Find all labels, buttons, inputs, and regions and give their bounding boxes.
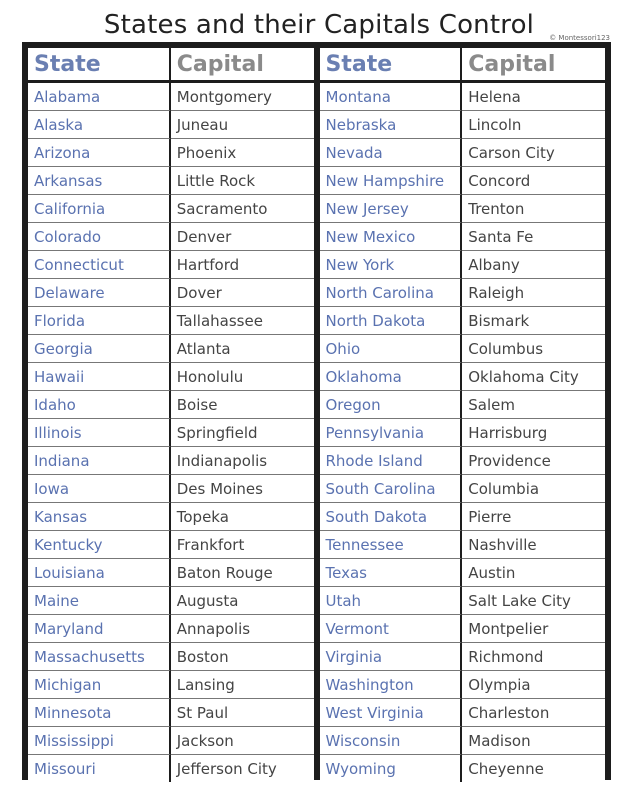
table-row <box>320 587 606 615</box>
capital-cell: Juneau <box>171 111 314 139</box>
capital-cell: Little Rock <box>171 167 314 195</box>
capital-cell: Providence <box>462 447 605 475</box>
state-cell: West Virginia <box>320 699 463 727</box>
state-cell: Michigan <box>28 671 171 699</box>
capital-cell: Topeka <box>171 503 314 531</box>
table-row <box>320 279 606 307</box>
table-row <box>320 447 606 475</box>
capital-cell: Columbia <box>462 475 605 503</box>
capital-cell: Oklahoma City <box>462 363 605 391</box>
table-row <box>28 223 314 251</box>
table-row <box>320 531 606 559</box>
state-cell: Nevada <box>320 139 463 167</box>
state-cell: Maryland <box>28 615 171 643</box>
state-cell: Kentucky <box>28 531 171 559</box>
capital-column-header: Capital <box>171 48 314 83</box>
state-cell: Colorado <box>28 223 171 251</box>
table-row <box>320 111 606 139</box>
state-cell: Indiana <box>28 447 171 475</box>
table-row <box>320 195 606 223</box>
table-row <box>28 83 314 111</box>
table-header-row <box>320 48 606 83</box>
table-row <box>28 755 314 782</box>
table-row <box>28 307 314 335</box>
left-capitals-table <box>28 48 314 782</box>
state-cell: Alaska <box>28 111 171 139</box>
table-row <box>28 671 314 699</box>
state-cell: Arkansas <box>28 167 171 195</box>
capital-cell: Concord <box>462 167 605 195</box>
state-cell: Arizona <box>28 139 171 167</box>
capital-cell: Richmond <box>462 643 605 671</box>
table-row <box>28 615 314 643</box>
state-cell: Hawaii <box>28 363 171 391</box>
table-row <box>28 531 314 559</box>
state-cell: Wisconsin <box>320 727 463 755</box>
capital-cell: Dover <box>171 279 314 307</box>
state-cell: Georgia <box>28 335 171 363</box>
state-cell: New Jersey <box>320 195 463 223</box>
table-row <box>320 391 606 419</box>
state-cell: Missouri <box>28 755 171 782</box>
table-row <box>320 167 606 195</box>
state-cell: Alabama <box>28 83 171 111</box>
table-row <box>320 251 606 279</box>
capital-cell: Cheyenne <box>468 759 544 778</box>
state-cell: Florida <box>28 307 171 335</box>
capital-cell: St Paul <box>171 699 314 727</box>
state-cell: Delaware <box>28 279 171 307</box>
state-cell: Idaho <box>28 391 171 419</box>
state-cell: Louisiana <box>28 559 171 587</box>
state-cell: Illinois <box>28 419 171 447</box>
table-row <box>320 139 606 167</box>
capital-cell: Salem <box>462 391 605 419</box>
capital-cell: Annapolis <box>171 615 314 643</box>
table-row <box>320 643 606 671</box>
state-cell: Montana <box>320 83 463 111</box>
state-cell: Tennessee <box>320 531 463 559</box>
table-row <box>320 363 606 391</box>
capital-cell: Boise <box>171 391 314 419</box>
state-cell: Oregon <box>320 391 463 419</box>
right-table-body <box>320 83 606 782</box>
state-cell: North Carolina <box>320 279 463 307</box>
table-row <box>320 335 606 363</box>
state-cell: Virginia <box>320 643 463 671</box>
capital-cell: Lansing <box>171 671 314 699</box>
right-capitals-table <box>320 48 606 782</box>
state-cell: Massachusetts <box>28 643 171 671</box>
table-row <box>28 111 314 139</box>
left-table-panel <box>28 48 314 778</box>
state-cell: Mississippi <box>28 727 171 755</box>
capital-cell: Salt Lake City <box>462 587 605 615</box>
capital-cell: Frankfort <box>171 531 314 559</box>
table-row <box>320 559 606 587</box>
table-row <box>28 167 314 195</box>
table-row <box>320 223 606 251</box>
capital-cell: Pierre <box>462 503 605 531</box>
capital-cell: Austin <box>462 559 605 587</box>
table-row <box>28 195 314 223</box>
capital-cell: Trenton <box>462 195 605 223</box>
capital-cell: Jefferson City <box>176 759 277 778</box>
capital-cell: Tallahassee <box>171 307 314 335</box>
capital-cell: Des Moines <box>171 475 314 503</box>
table-row <box>320 475 606 503</box>
table-row <box>28 727 314 755</box>
table-row <box>28 363 314 391</box>
capital-cell: Honolulu <box>171 363 314 391</box>
capital-cell: Albany <box>462 251 605 279</box>
capital-cell: Montgomery <box>171 83 314 111</box>
table-row <box>320 671 606 699</box>
state-cell: South Dakota <box>320 503 463 531</box>
capital-cell: Harrisburg <box>462 419 605 447</box>
capital-cell: Jackson <box>171 727 314 755</box>
state-cell: Maine <box>28 587 171 615</box>
state-cell: Minnesota <box>28 699 171 727</box>
right-table-panel <box>320 48 606 778</box>
table-row <box>28 139 314 167</box>
capital-column-header: Capital <box>462 48 605 83</box>
capital-cell: Phoenix <box>171 139 314 167</box>
state-cell: North Dakota <box>320 307 463 335</box>
state-cell: Oklahoma <box>320 363 463 391</box>
state-cell: New Hampshire <box>320 167 463 195</box>
capital-cell: Lincoln <box>462 111 605 139</box>
capitals-table-frame <box>22 42 611 780</box>
state-cell: Kansas <box>28 503 171 531</box>
state-cell: Iowa <box>28 475 171 503</box>
page-title: States and their Capitals Control <box>103 10 535 40</box>
table-row <box>28 251 314 279</box>
state-cell: Texas <box>320 559 463 587</box>
state-column-header: State <box>320 48 463 83</box>
capital-cell: Springfield <box>171 419 314 447</box>
capital-cell: Augusta <box>171 587 314 615</box>
capital-cell: Charleston <box>462 699 605 727</box>
capital-cell: Raleigh <box>462 279 605 307</box>
capital-cell: Helena <box>462 83 605 111</box>
state-cell: California <box>28 195 171 223</box>
left-table-body <box>28 83 314 782</box>
table-row <box>320 503 606 531</box>
capital-cell: Madison <box>462 727 605 755</box>
table-row <box>28 419 314 447</box>
capital-cell: Hartford <box>171 251 314 279</box>
table-row <box>320 307 606 335</box>
capital-cell: Carson City <box>462 139 605 167</box>
table-row <box>320 699 606 727</box>
capital-cell: Denver <box>171 223 314 251</box>
state-cell: Vermont <box>320 615 463 643</box>
capital-cell: Indianapolis <box>171 447 314 475</box>
table-row <box>320 727 606 755</box>
table-row <box>28 391 314 419</box>
state-cell: Nebraska <box>320 111 463 139</box>
table-row <box>28 503 314 531</box>
capital-cell: Boston <box>171 643 314 671</box>
capital-cell: Baton Rouge <box>171 559 314 587</box>
capital-cell: Bismark <box>462 307 605 335</box>
table-row <box>28 335 314 363</box>
capital-cell: Montpelier <box>462 615 605 643</box>
capital-cell: Columbus <box>462 335 605 363</box>
table-row <box>320 615 606 643</box>
state-cell: Connecticut <box>28 251 171 279</box>
state-cell: Pennsylvania <box>320 419 463 447</box>
table-row <box>28 699 314 727</box>
capital-cell: Santa Fe <box>462 223 605 251</box>
state-cell: Utah <box>320 587 463 615</box>
table-header-row <box>28 48 314 83</box>
state-column-header: State <box>28 48 171 83</box>
table-row <box>28 279 314 307</box>
capital-cell: Nashville <box>462 531 605 559</box>
state-cell: New Mexico <box>320 223 463 251</box>
table-row <box>320 419 606 447</box>
copyright-credit: © Montessori123 <box>549 34 610 42</box>
state-cell: South Carolina <box>320 475 463 503</box>
state-cell: Rhode Island <box>320 447 463 475</box>
state-cell: Ohio <box>320 335 463 363</box>
table-row <box>28 643 314 671</box>
state-cell: Wyoming <box>320 755 463 782</box>
table-row <box>28 447 314 475</box>
table-row <box>320 755 606 782</box>
state-cell: New York <box>320 251 463 279</box>
table-row <box>320 83 606 111</box>
state-cell: Washington <box>320 671 463 699</box>
capital-cell: Olympia <box>462 671 605 699</box>
table-row <box>28 587 314 615</box>
table-row <box>28 559 314 587</box>
table-row <box>28 475 314 503</box>
capital-cell: Atlanta <box>171 335 314 363</box>
capital-cell: Sacramento <box>171 195 314 223</box>
